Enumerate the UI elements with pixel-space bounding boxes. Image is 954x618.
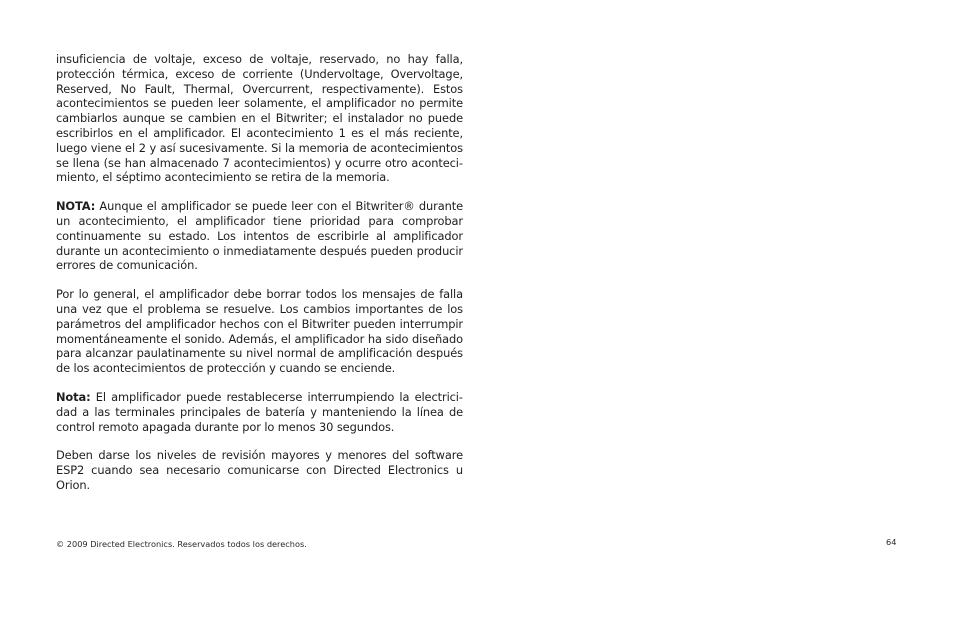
footer-copyright: © 2009 Directed Electronics. Reservados todos los derechos.: [56, 539, 307, 549]
page-number: 64: [886, 537, 897, 547]
body-text-column: [56, 52, 463, 507]
paragraph-event-log: [56, 52, 463, 185]
paragraph-revision-levels: [56, 448, 463, 492]
paragraph-fault-clearing: [56, 287, 463, 376]
paragraph-nota-bitwriter: [56, 199, 463, 273]
paragraph-text: El amplificador puede restablecerse interrumpiendo la electricidad a las terminales principales de batería y manteniendo la línea de control remoto apagada durante por lo menos 30 segundos.: [56, 389, 463, 434]
paragraph-text: Aunque el amplificador se puede leer con el Bitwriter® durante un acontecimiento, el amplificador tiene prioridad para comprobar continuamente su estado. Los intentos de escribirle al amplificador durante un acontecimiento o inmediatamente después pueden producir errores de comunicación.: [56, 199, 463, 273]
paragraph-text: Deben darse los niveles de revisión mayores y menores del software ESP2 cuando sea necesario comunicarse con Directed Electronics u Orion.: [56, 448, 463, 492]
paragraph-nota-reset: [56, 390, 463, 434]
paragraph-text: insuficiencia de voltaje, exceso de voltaje, reservado, no hay falla, protección térmica, exceso de corriente (Undervoltage, Overvoltage, Reserved, No Fault, Thermal, Overcurrent, respectivamente). Estos acontecimientos se pueden leer solamente, el amplificador no permite cambiarlos aunque se cambien en el Bitwriter; el instalador no puede escribirlos en el amplificador. El acontecimiento 1 es el más reciente, luego viene el 2 y así sucesivamente. Si la memoria de acontecimientos se llena (se han almacenado 7 acontecimientos) y ocurre otro acontecimiento, el séptimo acontecimiento se retira de la memoria.: [56, 52, 463, 185]
paragraph-lead: Nota:: [56, 389, 91, 404]
paragraph-lead: NOTA:: [56, 199, 96, 214]
paragraph-text: Por lo general, el amplificador debe borrar todos los mensajes de falla una vez que el problema se resuelve. Los cambios importantes de los parámetros del amplificador hechos con el Bitwriter pueden interrumpir momentáneamente el sonido. Además, el amplificador ha sido diseñado para alcanzar paulatinamente su nivel normal de amplificación después de los acontecimientos de protección y cuando se enciende.: [56, 287, 463, 376]
